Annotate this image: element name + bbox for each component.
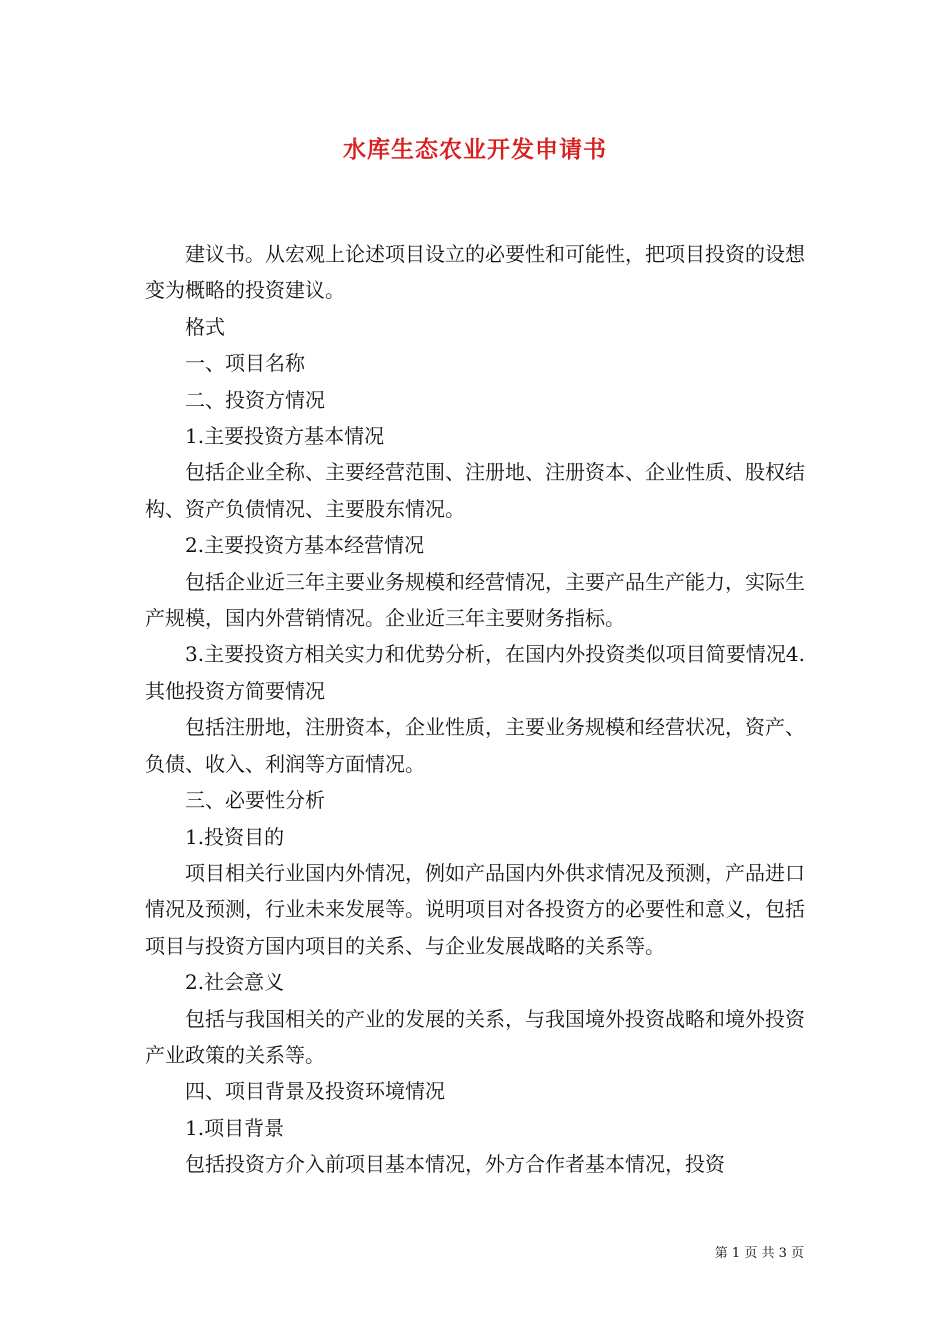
paragraph: 项目相关行业国内外情况，例如产品国内外供求情况及预测，产品进口情况及预测，行业未来发展等。说明项目对各投资方的必要性和意义，包括项目与投资方国内项目的关系、与企业发展战略的关系等。	[145, 860, 805, 958]
paragraph: 包括与我国相关的产业的发展的关系，与我国境外投资战略和境外投资产业政策的关系等。	[145, 1006, 805, 1067]
document-body	[145, 236, 805, 1183]
document-title: 水库生态农业开发申请书	[343, 136, 607, 163]
subsection-heading: 2.社会意义	[185, 970, 285, 995]
section-heading: 一、项目名称	[185, 351, 305, 376]
subsection-heading: 2.主要投资方基本经营情况	[185, 533, 425, 558]
subsection-heading: 1.项目背景	[185, 1115, 285, 1140]
paragraph: 3.主要投资方相关实力和优势分析，在国内外投资类似项目简要情况4.其他投资方简要情况	[145, 642, 805, 703]
section-heading: 二、投资方情况	[185, 387, 325, 412]
subsection-heading: 1.主要投资方基本情况	[185, 424, 385, 449]
paragraph: 包括投资方介入前项目基本情况，外方合作者基本情况，投资	[185, 1152, 725, 1177]
paragraph: 建议书。从宏观上论述项目设立的必要性和可能性，把项目投资的设想变为概略的投资建议。	[145, 242, 805, 303]
page-number: 第 1 页 共 3 页	[714, 1246, 804, 1261]
section-heading: 三、必要性分析	[185, 788, 325, 813]
section-heading: 四、项目背景及投资环境情况	[185, 1079, 445, 1104]
subsection-heading: 1.投资目的	[185, 824, 285, 849]
paragraph: 包括注册地，注册资本，企业性质，主要业务规模和经营状况，资产、负债、收入、利润等方面情况。	[145, 715, 805, 776]
paragraph: 包括企业全称、主要经营范围、注册地、注册资本、企业性质、股权结构、资产负债情况、主要股东情况。	[145, 460, 805, 521]
paragraph: 包括企业近三年主要业务规模和经营情况，主要产品生产能力，实际生产规模，国内外营销情况。企业近三年主要财务指标。	[145, 569, 805, 631]
paragraph: 格式	[185, 314, 225, 339]
